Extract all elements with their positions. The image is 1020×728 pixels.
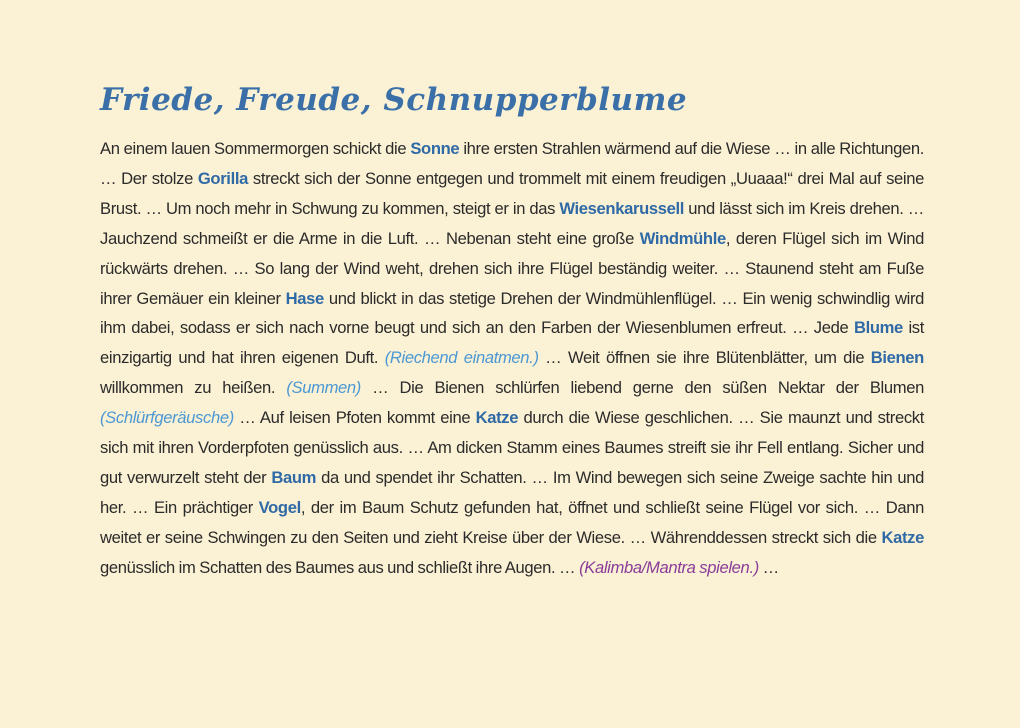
keyword-gorilla: Gorilla bbox=[197, 168, 248, 188]
keyword-baum: Baum bbox=[271, 467, 317, 487]
keyword-katze: Katze bbox=[475, 408, 519, 428]
keyword-vogel: Vogel bbox=[258, 497, 301, 517]
story-text-segment: und lässt sich im Kreis drehen. … Jauchzend schmeißt er die Arme in die Luft. … Nebenan steht eine große bbox=[100, 198, 925, 248]
keyword-blume: Blume bbox=[853, 318, 903, 338]
keyword-hase: Hase bbox=[285, 288, 324, 308]
story-text bbox=[100, 134, 924, 583]
page-title: Friede, Freude, Schnupperblume bbox=[100, 82, 688, 118]
story-text-segment: durch die Wiese geschlichen. … Sie maunzt und streckt sich mit ihren Vorderpfoten genüsslich aus. … Am dicken Stamm eines Baumes streift sie ihr Fell entlang. Sicher und gut verwurzelt steht der bbox=[100, 408, 924, 487]
story-text-segment: willkommen zu heißen. bbox=[100, 378, 287, 398]
story-text-segment: da und spendet ihr Schatten. … Im Wind bewegen sich seine Zweige sachte hin und her. … Ein prächtiger bbox=[100, 467, 924, 517]
story-text-segment: , der im Baum Schutz gefunden hat, öffnet und schließt seine Flügel vor sich. … Dann weitet er seine Schwingen zu den Seiten und zieht Kreise über der Wiese. … Währenddessen streckt sich die bbox=[100, 497, 924, 547]
story-text-segment: … Auf leisen Pfoten kommt eine bbox=[233, 408, 476, 428]
story-text-segment: An einem lauen Sommermorgen schickt die bbox=[100, 139, 411, 158]
story-text-segment: streckt sich der Sonne entgegen und trommelt mit einem freudigen „Uuaaa!“ drei Mal auf seine Brust. … Um noch mehr in Schwung zu kommen, steigt er in das bbox=[100, 168, 925, 218]
story-text-segment: genüsslich im Schatten des Baumes aus und schließt ihre Augen. … bbox=[100, 557, 580, 577]
story-text-segment: ist einzigartig und hat ihren eigenen Duft. bbox=[100, 318, 924, 368]
story-text-segment: , deren Flügel sich im Wind rückwärts drehen. … So lang der Wind weht, drehen sich ihre Flügel beständig weiter. … Staunend steht am Fuße ihrer Gemäuer ein kleiner bbox=[100, 228, 924, 308]
stage-cue-kalimba: (Kalimba/Mantra spielen.) bbox=[579, 557, 759, 577]
story-text-segment: … bbox=[758, 557, 779, 577]
story-text-segment: … Weit öffnen sie ihre Blütenblätter, um die bbox=[538, 348, 871, 368]
keyword-bienen: Bienen bbox=[870, 348, 924, 368]
keyword-sonne: Sonne bbox=[410, 139, 460, 158]
story-text-segment: ihre ersten Strahlen wärmend auf die Wiese … in alle Richtungen. … Der stolze bbox=[100, 139, 924, 188]
stage-cue-schluerfen: (Schlürfgeräusche) bbox=[100, 408, 234, 428]
story-text-segment: und blickt in das stetige Drehen der Windmühlenflügel. … Ein wenig schwindlig wird ihm dabei, sodass er sich nach vorne beugt und sich an den Farben der Wiesenblumen erfreut. … Jede bbox=[100, 288, 924, 338]
stage-cue-riechen: (Riechend einatmen.) bbox=[384, 348, 539, 368]
keyword-windmuehle: Windmühle bbox=[639, 228, 726, 248]
stage-cue-summen: (Summen) bbox=[286, 378, 361, 398]
keyword-katze-2: Katze bbox=[881, 527, 924, 547]
story-text-segment: … Die Bienen schlürfen liebend gerne den süßen Nektar der Blumen bbox=[360, 378, 924, 398]
keyword-wiesenkarussell: Wiesenkarussell bbox=[559, 198, 685, 218]
